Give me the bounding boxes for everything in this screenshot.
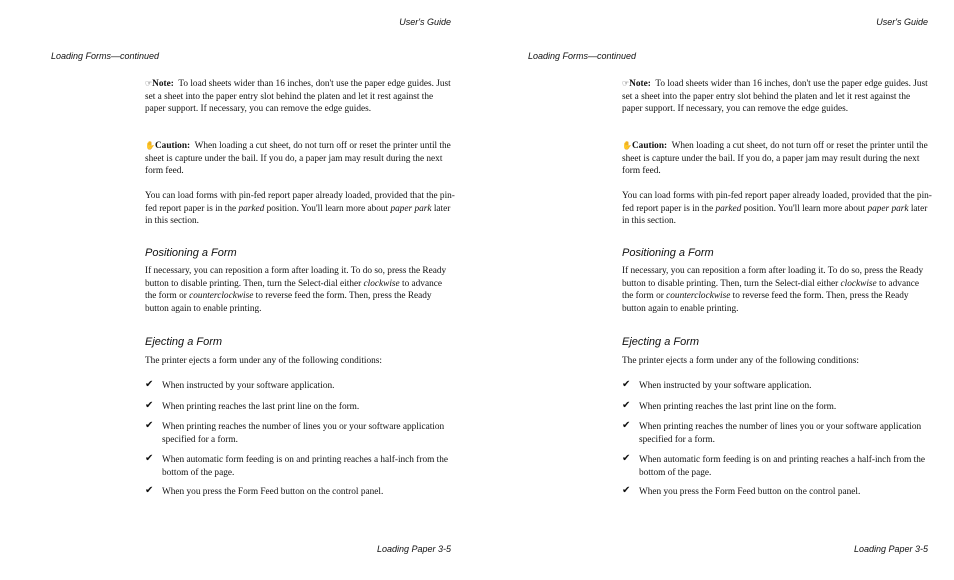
heading-ejecting-form: Ejecting a Form [145, 336, 223, 348]
pinfed-paragraph [145, 190, 455, 228]
heading-ejecting-form: Ejecting a Form [622, 336, 700, 348]
caution-paragraph [145, 140, 455, 178]
positioning-paragraph [622, 265, 932, 315]
caution-text: When loading a cut sheet, do not turn off or reset the printer until the sheet is capture under the bail. If you do, a paper jam may result during the next form feed. [622, 141, 928, 176]
note-text: To load sheets wider than 16 inches, don't use the paper edge guides. Just set a sheet into the paper entry slot behind the platen and let it rest against the paper support. If necessary, you can remove the edge guides. [145, 79, 451, 114]
pinfed-text-1: You can load forms with pin-fed report paper already loaded, provided that the pin-fed report paper is in the [145, 191, 455, 214]
checkmark-icon: ✔ [622, 453, 631, 464]
positioning-emphasis-clockwise: clockwise [363, 278, 400, 289]
pinfed-emphasis-paper-park: paper park [390, 203, 432, 214]
ejecting-intro: The printer ejects a form under any of the following conditions: [622, 356, 860, 366]
positioning-emphasis-counterclockwise: counterclockwise [189, 291, 254, 301]
checkmark-icon: ✔ [145, 400, 154, 411]
list-item: When printing reaches the last print line on the form. [639, 402, 837, 412]
pinfed-text-3: later in this section. [622, 203, 928, 226]
list-item: When you press the Form Feed button on the control panel. [639, 487, 861, 497]
note-text: To load sheets wider than 16 inches, don't use the paper edge guides. Just set a sheet into the paper entry slot behind the platen and let it rest against the paper support. If necessary, you can remove the edge guides. [622, 79, 928, 114]
heading-positioning-form: Positioning a Form [622, 247, 714, 259]
pinfed-paragraph [622, 190, 932, 228]
note-label: Note: [152, 79, 174, 89]
checkmark-icon: ✔ [145, 453, 154, 464]
positioning-text-1: If necessary, you can reposition a form after loading it. To do so, press the Ready button to disable printing. Then, turn the Select-dial either [622, 266, 924, 289]
caution-paragraph [622, 140, 932, 178]
pinfed-emphasis-parked: parked [715, 203, 742, 214]
list-item: When you press the Form Feed button on the control panel. [162, 487, 384, 497]
list-item: When printing reaches the number of lines you or your software application specified for a form. [639, 422, 922, 445]
pinfed-emphasis-parked: parked [238, 203, 265, 214]
page-right [477, 0, 954, 580]
caution-label: Caution: [631, 141, 668, 151]
running-footer: Loading Paper 3-5 [853, 544, 928, 554]
raised-hand-icon: ✋ [145, 141, 155, 150]
pinfed-emphasis-paper-park: paper park [867, 203, 909, 214]
pinfed-text-2: position. You'll learn more about [264, 203, 391, 214]
positioning-emphasis-clockwise: clockwise [840, 278, 877, 289]
caution-label: Caution: [154, 141, 191, 151]
section-continued-label: Loading Forms—continued [528, 51, 637, 61]
pinfed-text-3: later in this section. [145, 203, 451, 226]
checkmark-icon: ✔ [145, 485, 154, 496]
heading-positioning-form: Positioning a Form [145, 247, 237, 259]
ejecting-intro: The printer ejects a form under any of the following conditions: [145, 356, 383, 366]
list-item: When automatic form feeding is on and printing reaches a half-inch from the bottom of the page. [162, 455, 449, 478]
running-header: User's Guide [876, 17, 928, 27]
positioning-text-2: to advance the form or [145, 278, 442, 301]
checkmark-icon: ✔ [145, 379, 154, 390]
positioning-text-1: If necessary, you can reposition a form after loading it. To do so, press the Ready button to disable printing. Then, turn the Select-dial either [145, 266, 447, 289]
positioning-paragraph [145, 265, 455, 315]
list-item: When instructed by your software application. [639, 381, 812, 391]
note-paragraph [145, 78, 455, 116]
positioning-emphasis-counterclockwise: counterclockwise [666, 291, 731, 301]
list-item: When printing reaches the number of lines you or your software application specified for a form. [162, 422, 445, 445]
section-continued-label: Loading Forms—continued [51, 51, 160, 61]
note-label: Note: [629, 79, 651, 89]
positioning-text-2: to advance the form or [622, 278, 919, 301]
pinfed-text-2: position. You'll learn more about [741, 203, 868, 214]
list-item: When printing reaches the last print line on the form. [162, 402, 360, 412]
note-paragraph [622, 78, 932, 116]
checkmark-icon: ✔ [145, 420, 154, 431]
running-footer: Loading Paper 3-5 [376, 544, 451, 554]
pinfed-text-1: You can load forms with pin-fed report paper already loaded, provided that the pin-fed report paper is in the [622, 191, 932, 214]
raised-hand-icon: ✋ [622, 141, 632, 150]
checkmark-icon: ✔ [622, 400, 631, 411]
list-item: When instructed by your software application. [162, 381, 335, 391]
positioning-text-3: to reverse feed the form. Then, press the Ready button again to enable printing. [145, 291, 432, 314]
list-item: When automatic form feeding is on and printing reaches a half-inch from the bottom of the page. [639, 455, 926, 478]
checkmark-icon: ✔ [622, 379, 631, 390]
pointing-hand-icon: ☞ [622, 79, 630, 88]
caution-text: When loading a cut sheet, do not turn off or reset the printer until the sheet is capture under the bail. If you do, a paper jam may result during the next form feed. [145, 141, 451, 176]
running-header: User's Guide [399, 17, 451, 27]
checkmark-icon: ✔ [622, 485, 631, 496]
checkmark-icon: ✔ [622, 420, 631, 431]
positioning-text-3: to reverse feed the form. Then, press the Ready button again to enable printing. [622, 291, 909, 314]
pointing-hand-icon: ☞ [145, 79, 153, 88]
